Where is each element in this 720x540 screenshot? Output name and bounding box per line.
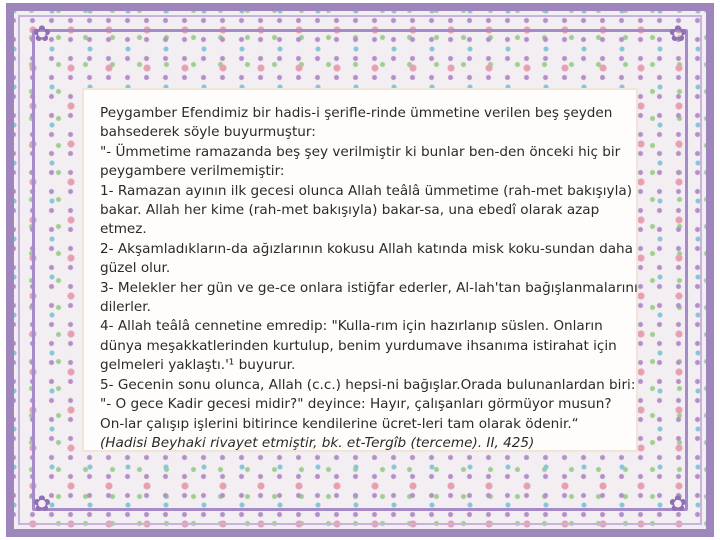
floral-ornament-icon: ✿	[668, 22, 688, 47]
text-line: Peygamber Efendimiz bir hadis-i şerifle-rinde ümmetine verilen beş şeyden	[100, 105, 613, 121]
text-line: On-lar çalışıp işlerini bitirince kendilerine ücret-leri tam olarak ödenir.“	[100, 415, 579, 432]
hadith-text	[100, 104, 640, 453]
text-line: bahsederek söyle buyurmuştur:	[100, 124, 316, 141]
text-line: 1- Ramazan ayının ilk gecesi olunca Allah teâlâ ümmetime (rah-met bakışıyla)	[100, 182, 633, 199]
text-line: gelmeleri yaklaştı.'¹ buyurur.	[100, 357, 296, 374]
floral-ornament-icon: ✿	[32, 492, 52, 517]
text-line: "- O gece Kadir gecesi midir?" deyince: Hayır, çalışanları görmüyor musun?	[100, 396, 612, 413]
floral-ornament-icon: ✿	[668, 492, 688, 517]
floral-ornament-icon: ✿	[32, 22, 52, 47]
text-line: 4- Allah teâlâ cennetine emredip: "Kulla-rım için hazırlanıp süslen. Onların	[100, 318, 603, 335]
text-line: 2- Akşamladıkların-da ağızlarının kokusu Allah katında misk koku-sundan daha	[100, 240, 633, 257]
text-line: güzel olur.	[100, 260, 171, 277]
citation: (Hadisi Beyhaki rivayet etmiştir, bk. et-Tergîb (terceme). II, 425)	[100, 434, 535, 451]
text-line: peygambere verilmemiştir:	[100, 163, 285, 180]
text-line: dünya meşakkatlerinden kurtulup, benim yurdumave ihsanıma istirahat için	[100, 337, 617, 354]
text-line: 3- Melekler her gün ve ge-ce onlara istiğfar ederler, Al-lah'tan bağışlanmalarını	[100, 279, 638, 296]
text-line: 5- Gecenin sonu olunca, Allah (c.c.) hepsi-ni bağışlar.Orada bulunanlardan biri:	[100, 376, 636, 393]
text-line: "- Ümmetime ramazanda beş şey verilmiştir ki bunlar ben-den önceki hiç bir	[100, 143, 621, 160]
text-line: dilerler.	[100, 299, 151, 316]
text-line: bakar. Allah her kime (rah-met bakışıyla) bakar-sa, una ebedî olarak azap etmez.	[100, 202, 600, 238]
